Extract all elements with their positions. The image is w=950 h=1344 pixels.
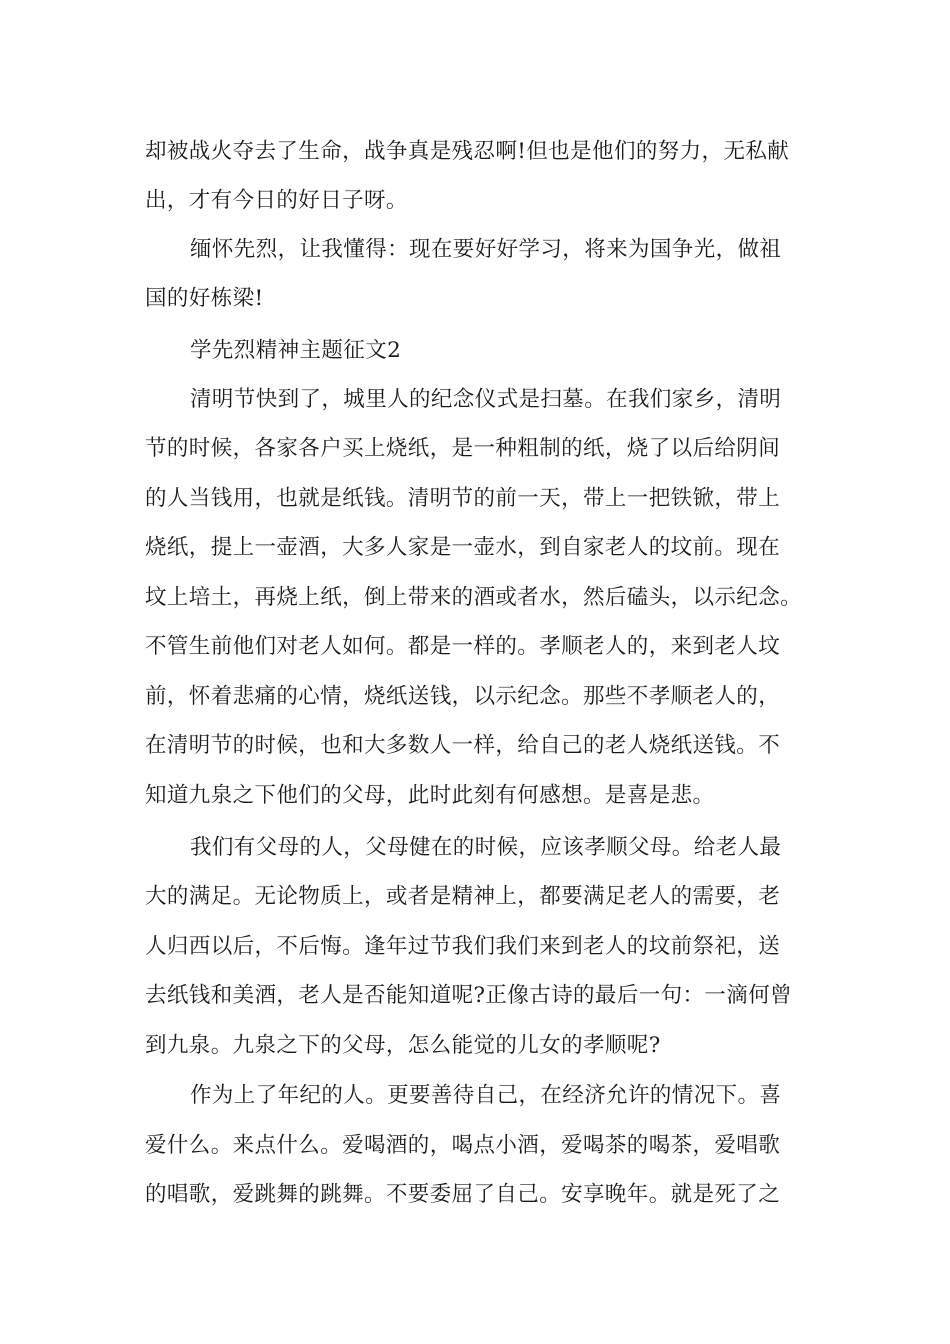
- text-line-8: 的人当钱用，也就是纸钱。清明节的前一天，带上一把铁锨，带上: [145, 486, 781, 511]
- text-line-9: 烧纸，提上一壶酒，大多人家是一壶水，到自家老人的坟前。现在: [145, 535, 781, 560]
- text-line-2: 出，才有今日的好日子呀。: [145, 188, 408, 213]
- text-line-1: 却被战火夺去了生命，战争真是残忍啊!但也是他们的努力，无私献: [145, 139, 790, 164]
- text-line-18: 去纸钱和美酒，老人是否能知道呢?正像古诗的最后一句：一滴何曾: [145, 983, 793, 1008]
- section-title: 学先烈精神主题征文2: [190, 338, 402, 363]
- text-line-13: 在清明节的时候，也和大多数人一样，给自己的老人烧纸送钱。不: [145, 733, 781, 758]
- text-line-22: 的唱歌，爱跳舞的跳舞。不要委屈了自己。安享晚年。就是死了之: [145, 1182, 781, 1207]
- text-line-14: 知道九泉之下他们的父母，此时此刻有何感想。是喜是悲。: [145, 783, 715, 808]
- paragraph-start: 我们有父母的人，父母健在的时候，应该孝顺父母。给老人最: [190, 835, 782, 860]
- paragraph-start: 缅怀先烈，让我懂得：现在要好好学习，将来为国争光，做祖: [190, 237, 782, 262]
- paragraph-start: 清明节快到了，城里人的纪念仪式是扫墓。在我们家乡，清明: [190, 387, 782, 412]
- text-line-10: 坟上培土，再烧上纸，倒上带来的酒或者水，然后磕头，以示纪念。: [145, 585, 803, 610]
- paragraph-start: 作为上了年纪的人。更要善待自己，在经济允许的情况下。喜: [190, 1083, 782, 1108]
- text-line-7: 节的时候，各家各户买上烧纸，是一种粗制的纸，烧了以后给阴间: [145, 436, 781, 461]
- text-line-11: 不管生前他们对老人如何。都是一样的。孝顺老人的，来到老人坟: [145, 634, 781, 659]
- text-line-17: 人归西以后，不后悔。逢年过节我们我们来到老人的坟前祭祀，送: [145, 934, 781, 959]
- text-line-12: 前，怀着悲痛的心情，烧纸送钱，以示纪念。那些不孝顺老人的，: [145, 684, 781, 709]
- text-line-19: 到九泉。九泉之下的父母，怎么能觉的儿女的孝顺呢?: [145, 1033, 661, 1058]
- text-line-21: 爱什么。来点什么。爱喝酒的，喝点小酒，爱喝茶的喝茶，爱唱歌: [145, 1133, 781, 1158]
- text-line-16: 大的满足。无论物质上，或者是精神上，都要满足老人的需要，老: [145, 884, 781, 909]
- text-line-4: 国的好栋梁!: [145, 286, 264, 311]
